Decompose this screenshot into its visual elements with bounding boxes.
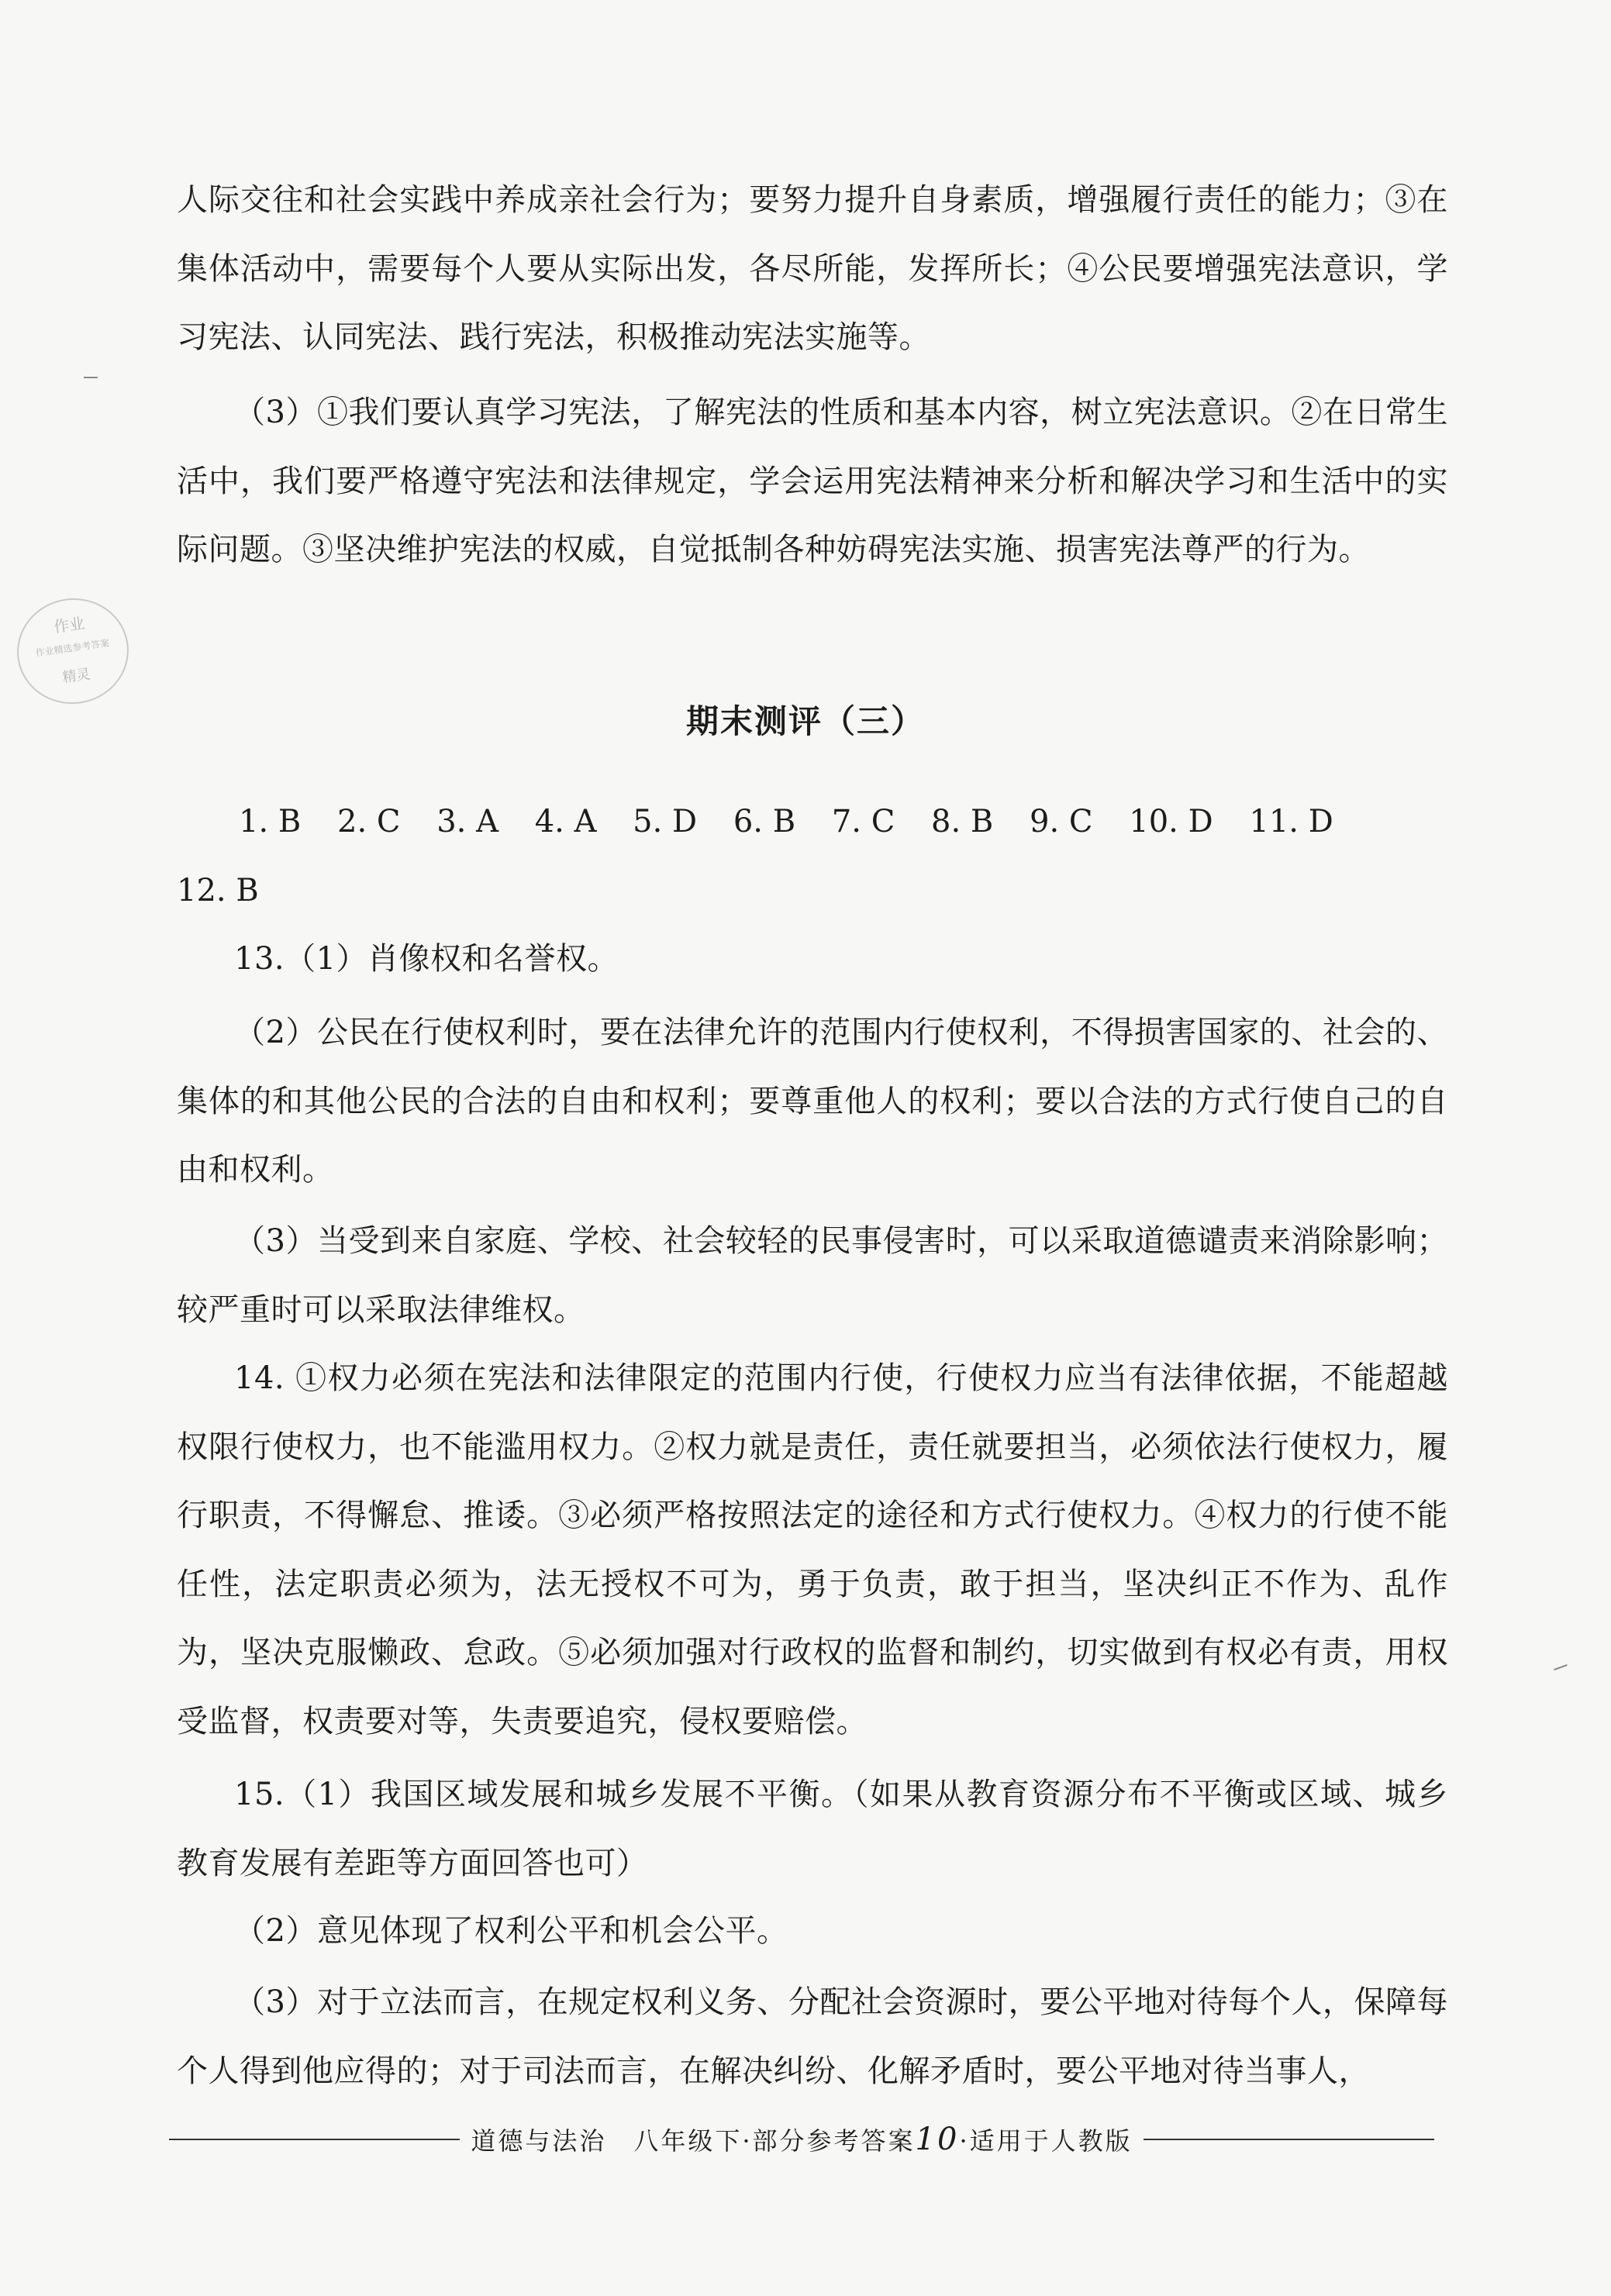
footer-rule-left	[169, 2139, 460, 2140]
mcq-answer: 5. D	[633, 804, 698, 839]
mcq-row	[177, 857, 1464, 926]
mcq-answers	[177, 788, 1464, 925]
paragraph-continuation: 人际交往和社会实践中养成亲社会行为；要努力提升自身素质，增强履行责任的能力；③在集体活动中，需要每个人要从实际出发，各尽所能，发挥所长；④公民要增强宪法意识，学习宪法、认同宪法、践行宪法，积极推动宪法实施等。	[177, 182, 1448, 355]
mcq-answer: 3. A	[436, 804, 498, 839]
scan-mark	[84, 377, 98, 378]
mcq-answer: 10. D	[1129, 804, 1213, 839]
footer-book-title: 道德与法治 八年级下·部分参考答案	[471, 2126, 916, 2156]
answer-14: 14. ①权力必须在宪法和法律限定的范围内行使，行使权力应当有法律依据，不能超越权限行使权力，也不能滥用权力。②权力就是责任，责任就要担当，必须依法行使权力，履行职责，不得懈怠、推诿。③必须严格按照法定的途径和方式行使权力。④权力的行使不能任性，法定职责必须为，法无授权不可为，勇于负责，敢于担当，坚决纠正不作为、乱作为，坚决克服懒政、怠政。⑤必须加强对行政权的监督和制约，切实做到有权必有责，用权受监督，权责要对等，失责要追究，侵权要赔偿。	[177, 1360, 1448, 1739]
mcq-answer: 7. C	[831, 804, 895, 839]
mcq-answer: 6. B	[733, 804, 796, 839]
scan-mark	[1554, 1664, 1568, 1670]
answer-13-1: 13.（1）肖像权和名誉权。	[234, 941, 619, 977]
mcq-answer: 2. C	[337, 804, 401, 839]
mcq-answer: 9. C	[1030, 804, 1093, 839]
mcq-answer: 1. B	[239, 804, 302, 839]
page-number: 10	[915, 2122, 960, 2157]
stamp-line1: 作业	[52, 613, 86, 636]
answer-15-1: 15.（1）我国区域发展和城乡发展不平衡。（如果从教育资源分布不平衡或区域、城乡教育发展有差距等方面回答也可）	[177, 1777, 1448, 1881]
footer-edition: ·适用于人教版	[959, 2126, 1133, 2156]
footer-text	[460, 2122, 1143, 2157]
paragraph-q12-3: （3）①我们要认真学习宪法，了解宪法的性质和基本内容，树立宪法意识。②在日常生活中，我们要严格遵守宪法和法律规定，学会运用宪法精神来分析和解决学习和生活中的实际问题。③坚决维护宪法的权威，自觉抵制各种妨碍宪法实施、损害宪法尊严的行为。	[177, 395, 1448, 567]
answer-13-2: （2）公民在行使权利时，要在法律允许的范围内行使权利，不得损害国家的、社会的、集体的和其他公民的合法的自由和权利；要尊重他人的权利；要以合法的方式行使自己的自由和权利。	[177, 1015, 1448, 1188]
answer-15-3: （3）对于立法而言，在规定权利义务、分配社会资源时，要公平地对待每个人，保障每个人得到他应得的；对于司法而言，在解决纠纷、化解矛盾时，要公平地对待当事人，	[177, 1984, 1448, 2089]
answer-13-3: （3）当受到来自家庭、学校、社会较轻的民事侵害时，可以采取道德谴责来消除影响；较严重时可以采取法律维权。	[177, 1223, 1448, 1328]
mcq-answer: 8. B	[931, 804, 994, 839]
page-footer	[169, 2121, 1434, 2158]
watermark-stamp	[10, 591, 136, 712]
stamp-line2: 作业精选参考答案	[34, 637, 110, 659]
answer-15-2: （2）意见体现了权利公平和机会公平。	[234, 1913, 788, 1949]
mcq-answer: 4. A	[534, 804, 597, 839]
section-title: 期末测评（三）	[685, 702, 925, 740]
mcq-answer: 11. D	[1249, 804, 1333, 839]
mcq-answer: 12. B	[177, 872, 259, 908]
footer-rule-right	[1144, 2139, 1434, 2140]
stamp-line3: 精灵	[61, 666, 91, 687]
mcq-row	[177, 788, 1464, 857]
